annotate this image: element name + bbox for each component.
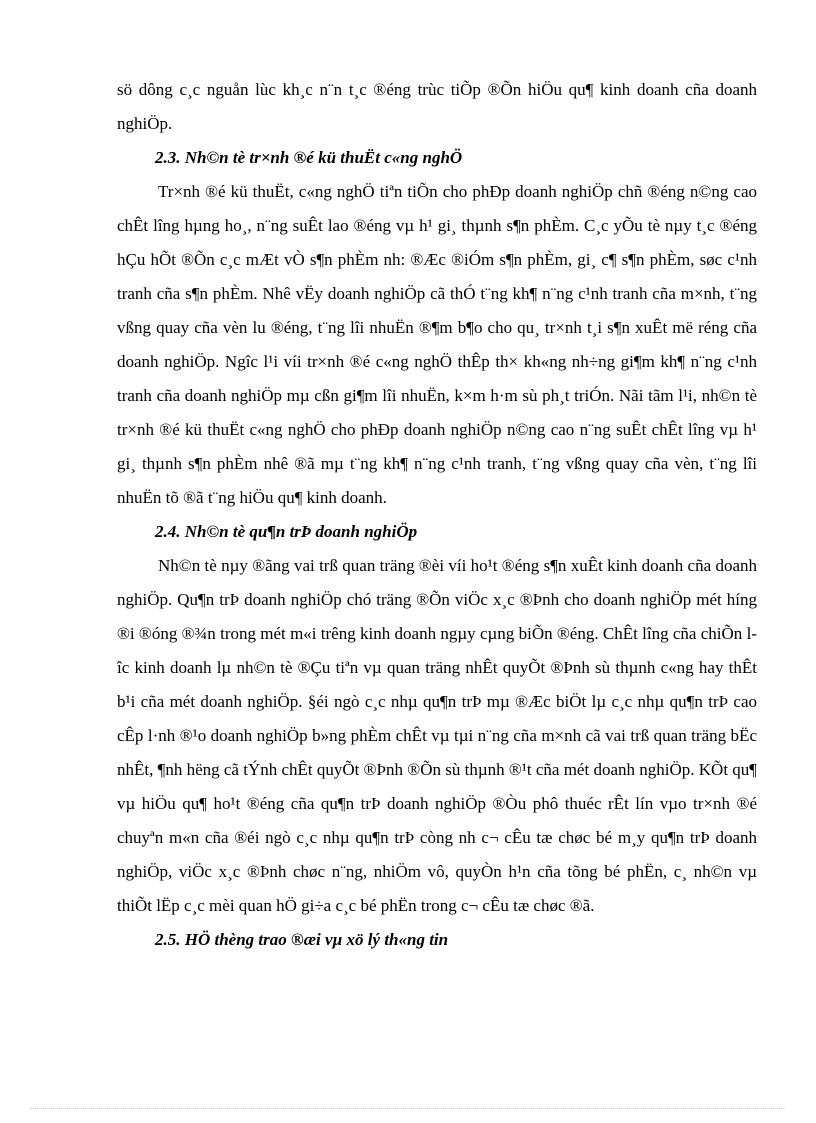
page-bottom-divider (30, 1108, 786, 1109)
paragraph-technology: Tr×nh ®é kü thuËt, c«ng nghÖ tiªn tiÕn cho phÐp doanh nghiÖp chñ ®éng n©ng cao chÊt lîng hµng ho¸, n¨ng suÊt lao ®éng vµ h¹ gi¸ thµnh s¶n phÈm. C¸c yÕu tè nµy t¸c ®éng hÇu hÕt ®Õn c¸c mÆt vÒ s¶n phÈm nh: ®Æc ®iÓm s¶n phÈm, gi¸ c¶ s¶n phÈm, søc c¹nh tranh cña s¶n phÈm. Nhê vËy doanh nghiÖp cã thÓ t¨ng kh¶ n¨ng c¹nh tranh cña m×nh, t¨ng vßng quay cña vèn lu ®éng, t¨ng lîi nhuËn ®¶m b¶o cho qu¸ tr×nh t¸i s¶n xuÊt më réng cña doanh nghiÖp. Ngîc l¹i víi tr×nh ®é c«ng nghÖ thÊp th× kh«ng nh÷ng gi¶m kh¶ n¨ng c¹nh tranh cña doanh nghiÖp mµ cßn gi¶m lîi nhuËn, k×m h·m sù ph¸t triÓn. Nãi tãm l¹i, nh©n tè tr×nh ®é kü thuËt c«ng nghÖ cho phÐp doanh nghiÖp n©ng cao n¨ng suÊt chÊt lîng vµ h¹ gi¸ thµnh s¶n phÈm nhê ®ã mµ t¨ng kh¶ n¨ng c¹nh tranh, t¨ng vßng quay cña vèn, t¨ng lîi nhuËn tõ ®ã t¨ng hiÖu qu¶ kinh doanh. (117, 182, 757, 507)
section-heading-2-5: 2.5. HÖ thèng trao ®æi vµ xö lý th«ng tin (155, 930, 449, 949)
section-heading-2-3: 2.3. Nh©n tè tr×nh ®é kü thuËt c«ng nghÖ (155, 148, 463, 167)
paragraph-management: Nh©n tè nµy ®ãng vai trß quan träng ®èi víi ho¹t ®éng s¶n xuÊt kinh doanh cña doanh nghiÖp. Qu¶n trÞ doanh nghiÖp chó träng ®Õn viÖc x¸c ®Þnh cho doanh nghiÖp mét híng ®i ®óng ®¾n trong mét m«i trêng kinh doanh ngµy cµng biÕn ®éng. ChÊt lîng cña chiÕn lîc kinh doanh lµ nh©n tè ®Çu tiªn vµ quan träng nhÊt quyÕt ®Þnh sù thµnh c«ng hay thÊt b¹i cña mét doanh nghiÖp. §éi ngò c¸c nhµ qu¶n trÞ mµ ®Æc biÖt lµ c¸c nhµ qu¶n trÞ cao cÊp l·nh ®¹o doanh nghiÖp b»ng phÈm chÊt vµ tµi n¨ng cña m×nh cã vai trß quan träng bËc nhÊt, ¶nh hëng cã tÝnh chÊt quyÕt ®Þnh ®Õn sù thµnh ®¹t cña mét doanh nghiÖp. KÕt qu¶ vµ hiÖu qu¶ ho¹t ®éng cña qu¶n trÞ doanh nghiÖp ®Òu phô thuéc rÊt lín vµo tr×nh ®é chuyªn m«n cña ®éi ngò c¸c nhµ qu¶n trÞ còng nh c¬ cÊu tæ chøc bé m¸y qu¶n trÞ doanh nghiÖp, viÖc x¸c ®Þnh chøc n¨ng, nhiÖm vô, quyÒn h¹n cña tõng bé phËn, c¸ nh©n vµ thiÕt lËp c¸c mèi quan hÖ gi÷a c¸c bé phËn trong c¬ cÊu tæ chøc ®ã. (117, 556, 757, 915)
document-body (117, 73, 757, 957)
section-heading-2-4: 2.4. Nh©n tè qu¶n trÞ doanh nghiÖp (155, 522, 418, 541)
paragraph-intro-continuation: sö dông c¸c nguån lùc kh¸c n¨n t¸c ®éng trùc tiÕp ®Õn hiÖu qu¶ kinh doanh cña doanh nghiÖp. (117, 80, 757, 133)
